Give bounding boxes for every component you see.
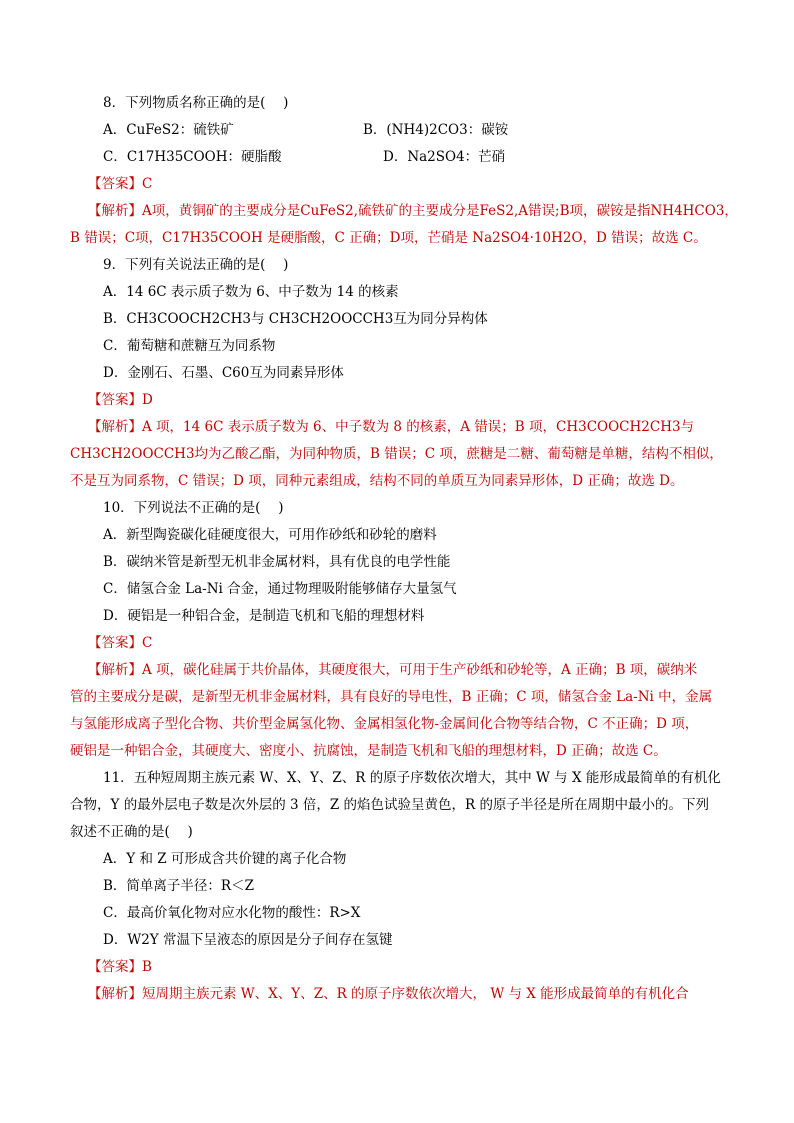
question-8-option-c: C．C17H35COOH：硬脂酸 [103,149,282,165]
explanation-line [70,657,726,684]
answer-value: B [142,959,152,975]
question-9-stem: 9．下列有关说法正确的是( ) [103,257,289,273]
question-9-answer [70,387,726,414]
question-9-option-d: D．金刚石、石墨、C60互为同素异形体 [103,365,344,381]
question-8-option-a: A．CuFeS2：硫铁矿 [103,122,234,138]
question-10-option-d: D．硬铝是一种铝合金，是制造飞机和飞船的理想材料 [103,608,425,624]
question-10-explanation [70,657,726,765]
answer-label: 【答案】 [88,392,142,408]
explanation-line: CH3CH2OOCCH3均为乙酸乙酯，为同种物质，B 错误；C 项，蔗糖是二糖、葡萄糖是单糖，结构不相似， [70,446,723,462]
question-10-answer [70,630,726,657]
explanation-line: 与氢能形成离子型化合物、共价型金属氢化物、金属相氢化物-金属间化合物等结合物，C 不正确；D 项， [70,716,699,732]
document-content [70,90,738,1008]
explanation-line: 不是互为同系物，C 错误；D 项，同种元素组成，结构不同的单质互为同素异形体，D 正确；故选 D。 [70,473,684,489]
question-9-explanation [70,414,726,495]
answer-label: 【答案】 [88,959,142,975]
explain-text: A 项，14 6C 表示质子数为 6、中子数为 8 的核素，A 错误；B 项，CH3COOCH2CH3与 [142,419,695,435]
question-8-options-row-1 [70,117,726,144]
question-11-option-d: D．W2Y 常温下呈液态的原因是分子间存在氢键 [103,932,393,948]
explain-label: 【解析】 [88,203,142,219]
question-8-answer [70,171,726,198]
question-11-option-a: A．Y 和 Z 可形成含共价键的离子化合物 [103,851,347,867]
question-10-option-a: A．新型陶瓷碳化硅硬度很大，可用作砂纸和砂轮的磨料 [103,527,437,543]
question-10-option-c: C．储氢合金 La-Ni 合金，通过物理吸附能够储存大量氢气 [103,581,457,597]
question-11-stem-line-2: 合物，Y 的最外层电子数是次外层的 3 倍，Z 的焰色试验呈黄色，R 的原子半径是所在周期中最小的。下列 [70,797,710,813]
explanation-line: 硬铝是一种铝合金，其硬度大、密度小、抗腐蚀，是制造飞机和飞船的理想材料，D 正确；故选 C。 [70,743,667,759]
explanation-line [70,414,726,441]
explain-text: A项，黄铜矿的主要成分是CuFeS2,硫铁矿的主要成分是FeS2,A错误;B项，碳铵是指NH4HCO3， [142,203,738,219]
question-11-stem-line-1: 11．五种短周期主族元素 W、X、Y、Z、R 的原子序数依次增大，其中 W 与 X 能形成最简单的有机化 [103,770,721,786]
question-10-stem: 10．下列说法不正确的是( ) [103,500,284,516]
explanation-line [70,198,738,225]
question-8-option-b: B．(NH4)2CO3：碳铵 [363,122,509,138]
answer-value: C [142,635,153,651]
explain-text: A 项，碳化硅属于共价晶体，其硬度很大，可用于生产砂纸和砂轮等，A 正确；B 项，碳纳米 [142,662,698,678]
question-9-option-a: A．14 6C 表示质子数为 6、中子数为 14 的核素 [103,284,399,300]
question-9-option-b: B．CH3COOCH2CH3与 CH3CH2OOCCH3互为同分异构体 [103,311,488,327]
question-8-stem: 8．下列物质名称正确的是( ) [103,95,289,111]
question-11-stem-line-3: 叙述不正确的是( ) [70,824,193,840]
question-11-option-b: B．简单离子半径：R＜Z [103,878,254,894]
question-8-options-row-2 [70,144,726,171]
question-11-option-c: C．最高价氧化物对应水化物的酸性：R>X [103,905,361,921]
question-8-explanation [70,198,738,252]
question-11-explanation [70,981,726,1008]
explanation-line [70,981,726,1008]
explain-label: 【解析】 [88,986,142,1002]
answer-label: 【答案】 [88,176,142,192]
answer-label: 【答案】 [88,635,142,651]
question-10-option-b: B．碳纳米管是新型无机非金属材料，具有优良的电学性能 [103,554,451,570]
question-9-option-c: C．葡萄糖和蔗糖互为同系物 [103,338,276,354]
answer-value: D [142,392,153,408]
question-11-answer [70,954,726,981]
explanation-line: B 错误；C项，C17H35COOH 是硬脂酸，C 正确；D项，芒硝是 Na2SO4·10H2O，D 错误；故选 C。 [70,230,707,246]
explain-text: 短周期主族元素 W、X、Y、Z、R 的原子序数依次增大， W 与 X 能形成最简单的有机化合 [142,986,689,1002]
explain-label: 【解析】 [88,419,142,435]
explanation-line: 管的主要成分是碳，是新型无机非金属材料，具有良好的导电性，B 正确；C 项，储氢合金 La-Ni 中，金属 [70,689,713,705]
answer-value: C [142,176,153,192]
explain-label: 【解析】 [88,662,142,678]
question-8-option-d: D．Na2SO4：芒硝 [383,149,506,165]
